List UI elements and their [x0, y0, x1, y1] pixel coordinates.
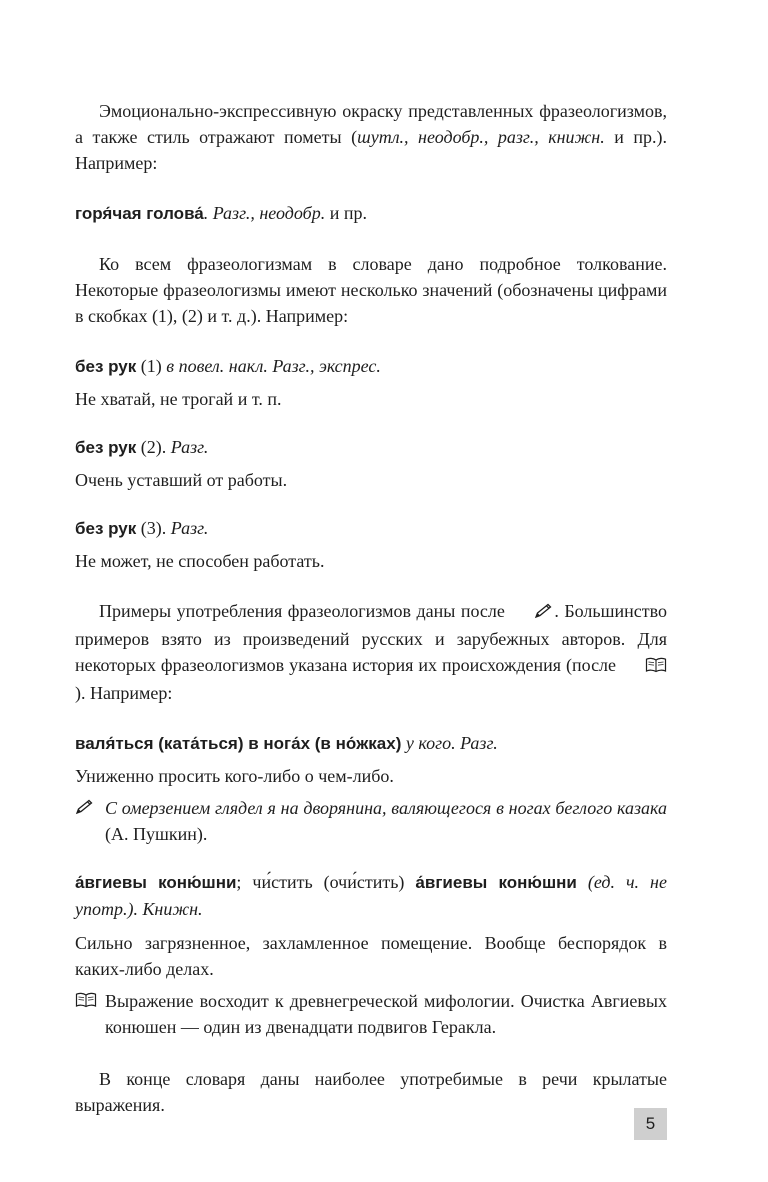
entry-gloss: Не хватай, не трогай и т. п.	[75, 389, 282, 409]
entry-term: а́вгиевы коню́шни	[75, 873, 237, 892]
entry-gloss: Униженно просить кого-либо о чем-либо.	[75, 766, 394, 786]
example-text: С омерзением глядел я на дворянина, валяющегося в ногах беглого казака	[105, 798, 667, 818]
entry-mid: ; чи́стить (очи́стить)	[236, 872, 416, 892]
intro-paragraph-3	[75, 598, 667, 706]
entry-labels: (ед. ч. не употр.). Книжн.	[75, 872, 667, 919]
history-note	[75, 988, 667, 1040]
intro-p1-tail: и пр.). Например:	[75, 127, 667, 173]
entry-gloss: Сильно загрязненное, захламленное помещение. Вообще беспорядок в каких-либо делах.	[75, 933, 667, 979]
entry-number: (1)	[136, 356, 167, 376]
entry-term: без рук	[75, 519, 137, 538]
entry-labels: Разг.	[170, 518, 209, 538]
entry-gloss: Не может, не способен работать.	[75, 551, 325, 571]
entry-labels: Разг.	[170, 437, 209, 457]
p3-middle: . Большинство примеров взято из произведений русских и зарубежных авторов. Для некоторых фразеологизмов указана история их происхождения (после	[75, 601, 667, 675]
entry-bez-ruk-1	[75, 353, 667, 412]
entry-number: (3).	[136, 518, 171, 538]
entry-number: (2).	[136, 437, 171, 457]
pencil-icon	[510, 600, 554, 626]
example-entry-goryachaya-golova	[75, 200, 667, 227]
page-number: 5	[634, 1108, 667, 1140]
entry-bez-ruk-2	[75, 434, 667, 493]
usage-example	[75, 795, 667, 847]
entry-avgievy-konyushni	[75, 869, 667, 1040]
entry-bez-ruk-3	[75, 515, 667, 574]
entry-term: без рук	[75, 357, 137, 376]
entry-term: горя́чая голова́	[75, 204, 204, 223]
entry-term: без рук	[75, 438, 137, 457]
intro-paragraph-2: Ко всем фразеологизмам в словаре дано подробное толкование. Некоторые фразеологизмы имеют несколько значений (обозначены цифрами в скобках (1), (2) и т. д.). Например:	[75, 254, 667, 326]
entry-labels: . Разг., неодобр.	[203, 203, 326, 223]
example-source: (А. Пушкин).	[105, 824, 208, 844]
intro-paragraph-1	[75, 98, 667, 176]
entry-tail: и пр.	[325, 203, 367, 223]
entry-labels: в повел. накл. Разг., экспрес.	[166, 356, 381, 376]
entry-labels: у кого. Разг.	[401, 733, 498, 753]
closing-paragraph: В конце словаря даны наиболее употребимые в речи крылатые выражения.	[75, 1069, 667, 1115]
dictionary-page	[75, 98, 667, 1118]
entry-term: валя́ться (ката́ться) в нога́х (в но́жках)	[75, 734, 402, 753]
history-text: Выражение восходит к древнегреческой мифологии. Очистка Авгиевых конюшен — один из двенадцати подвигов Геракла.	[105, 991, 667, 1037]
p3-after: ). Например:	[75, 683, 173, 703]
pencil-icon	[75, 795, 105, 847]
entry-valyatsya-v-nogah	[75, 730, 667, 847]
entry-term-2: а́вгиевы коню́шни	[415, 873, 577, 892]
open-book-icon	[621, 654, 667, 680]
open-book-icon	[75, 988, 105, 1040]
intro-p1-text: Эмоционально-экспрессивную окраску представленных фразеологизмов, а также стиль отражают пометы (	[75, 101, 667, 147]
intro-p1-labels: шутл., неодобр., разг., книжн.	[357, 127, 605, 147]
p3-before: Примеры употребления фразеологизмов даны после	[99, 601, 511, 621]
entry-gloss: Очень уставший от работы.	[75, 470, 288, 490]
